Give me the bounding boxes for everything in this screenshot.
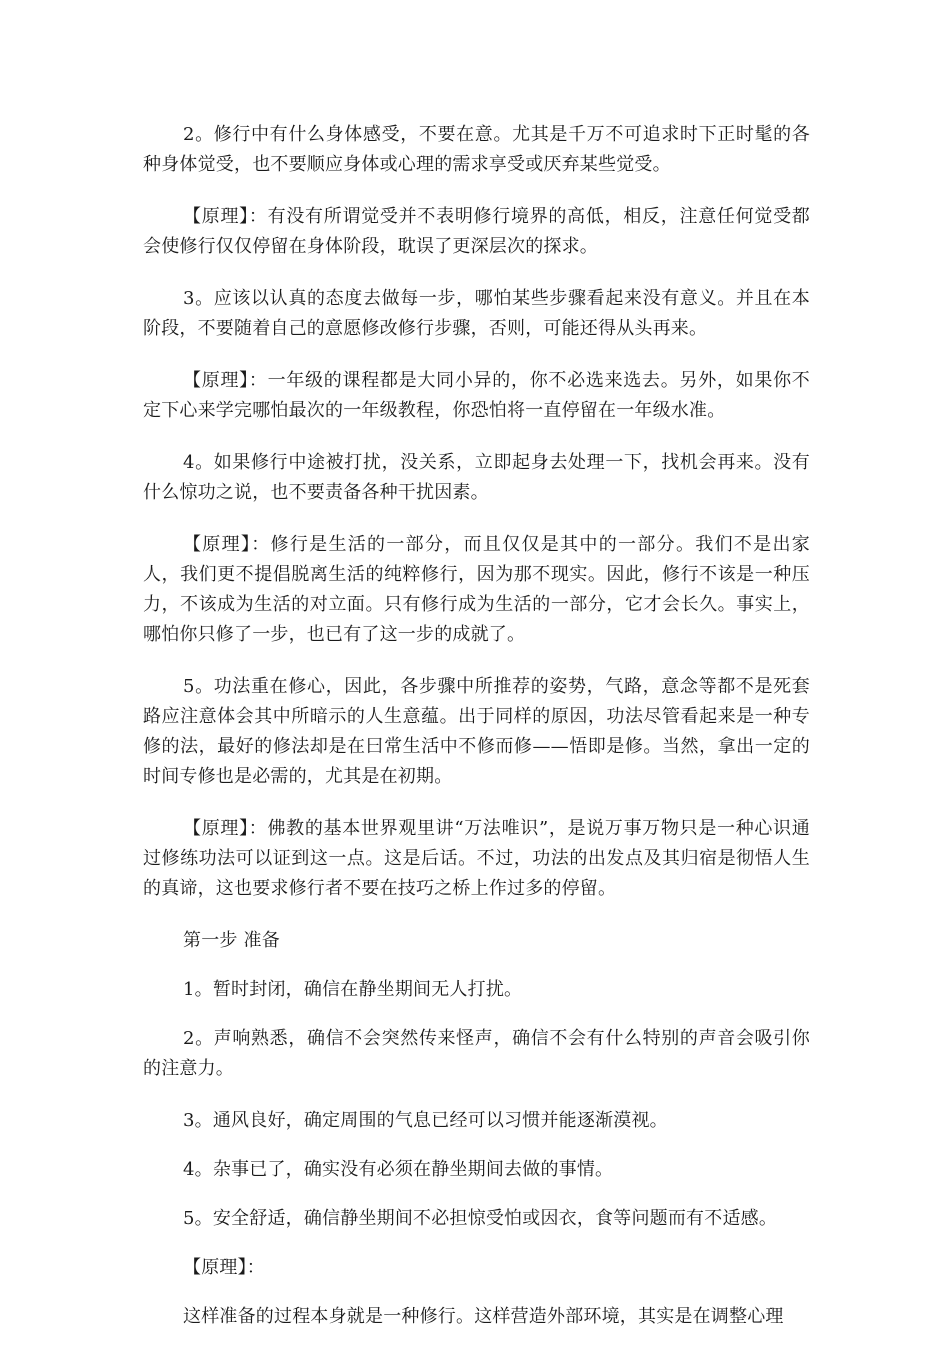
- paragraph-principle-heading: 【原理】：: [183, 1257, 265, 1278]
- paragraph-rule-4: 4。如果修行中途被打扰，没关系，立即起身去处理一下，找机会再来。没有什么惊功之说，也不要责备各种干扰因素。: [143, 452, 810, 503]
- paragraph-rule-5: 5。功法重在修心，因此，各步骤中所推荐的姿势，气路，意念等都不是死套路应注意体会其中所暗示的人生意蕴。出于同样的原因，功法尽管看起来是一种专修的法，最好的修法却是在曰常生活中不修而修——悟即是修。当然，拿出一定的时间专修也是必需的，尤其是在初期。: [143, 676, 810, 787]
- prep-item-5: 5。安全舒适，确信静坐期间不必担惊受怕或因衣，食等问题而有不适感。: [183, 1208, 778, 1229]
- paragraph-principle-prep: 这样准备的过程本身就是一种修行。这样营造外部环境，其实是在调整心理: [183, 1306, 784, 1327]
- paragraph-rule-2: 2。修行中有什么身体感受，不要在意。尤其是千万不可追求时下正时髦的各种身体觉受，也不要顺应身体或心理的需求享受或厌弃某些觉受。: [143, 124, 810, 175]
- prep-item-4: 4。杂事已了，确实没有必须在静坐期间去做的事情。: [183, 1159, 614, 1180]
- section-heading-step-1: 第一步 准备: [183, 930, 280, 951]
- prep-item-1: 1。暂时封闭，确信在静坐期间无人打扰。: [183, 979, 523, 1000]
- prep-item-3: 3。通风良好，确定周围的气息已经可以习惯并能逐渐漠视。: [183, 1110, 668, 1131]
- paragraph-principle-5: 【原理】：佛教的基本世界观里讲“万法唯识”，是说万事万物只是一种心识通过修练功法可以证到这一点。这是后话。不过，功法的出发点及其归宿是彻悟人生的真谛，这也要求修行者不要在技巧之桥上作过多的停留。: [143, 818, 810, 899]
- paragraph-principle-2: 【原理】：有没有所谓觉受并不表明修行境界的高低，相反，注意任何觉受都会使修行仅仅停留在身体阶段，耽误了更深层次的探求。: [143, 206, 810, 257]
- paragraph-principle-4: 【原理】：修行是生活的一部分，而且仅仅是其中的一部分。我们不是出家人，我们更不提倡脱离生活的纯粹修行，因为那不现实。因此，修行不该是一种压力，不该成为生活的对立面。只有修行成为生活的一部分，它才会长久。事实上，哪怕你只修了一步，也已有了这一步的成就了。: [143, 534, 810, 645]
- prep-item-2: 2。声响熟悉，确信不会突然传来怪声，确信不会有什么特别的声音会吸引你的注意力。: [143, 1028, 810, 1079]
- paragraph-principle-3: 【原理】：一年级的课程都是大同小异的，你不必选来选去。另外，如果你不定下心来学完哪怕最次的一年级教程，你恐怕将一直停留在一年级水准。: [143, 370, 810, 421]
- document-page: [143, 120, 810, 1351]
- paragraph-rule-3: 3。应该以认真的态度去做每一步，哪怕某些步骤看起来没有意义。并且在本阶段，不要随着自己的意愿修改修行步骤，否则，可能还得从头再来。: [143, 288, 810, 339]
